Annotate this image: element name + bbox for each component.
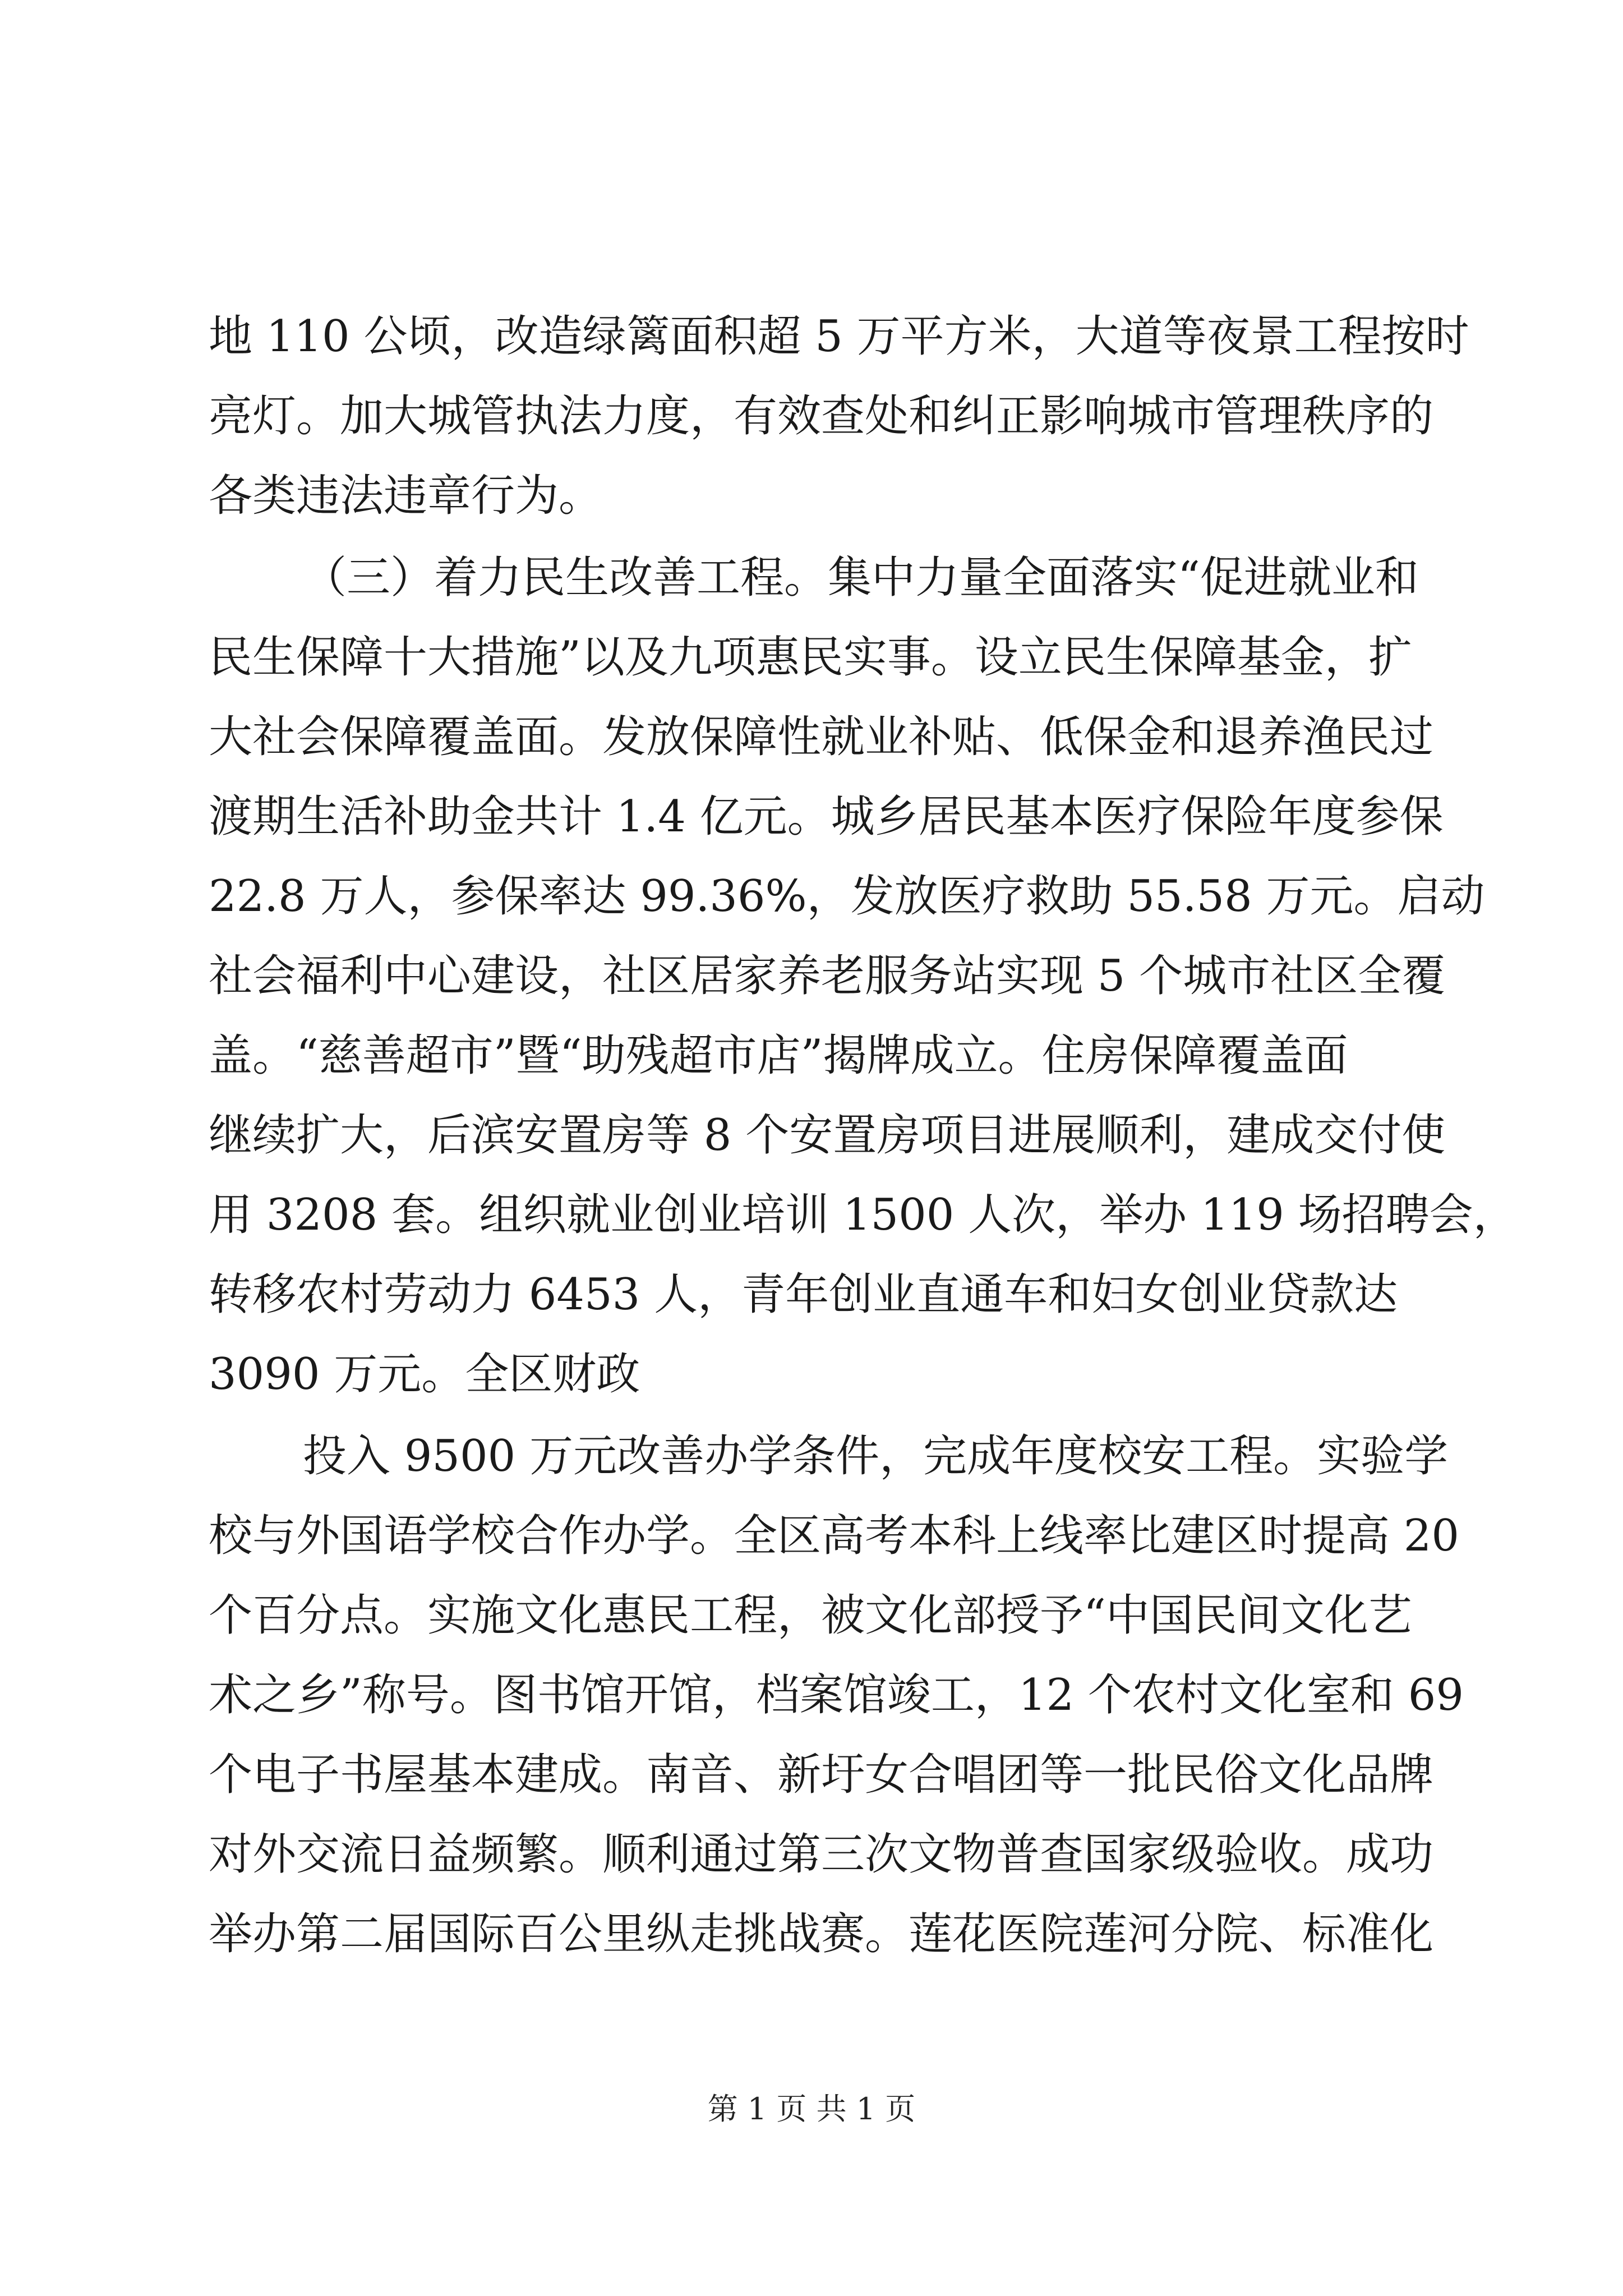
text-line: 3090 万元。全区财政 — [209, 1349, 640, 1400]
text-line: 社会福利中心建设，社区居家养老服务站实现 5 个城市社区全覆 — [209, 951, 1446, 1001]
text-line: 用 3208 套。组织就业创业培训 1500 人次，举办 119 场招聘会， — [209, 1190, 1517, 1240]
text-line: 校与外国语学校合作办学。全区高考本科上线率比建区时提高 20 — [209, 1511, 1460, 1561]
page-footer: 第 1 页 共 1 页 — [707, 2091, 916, 2127]
text-line: 继续扩大，后滨安置房等 8 个安置房项目进展顺利，建成交付使 — [209, 1110, 1446, 1161]
text-line: （三）着力民生改善工程。集中力量全面落实“促进就业和 — [303, 553, 1419, 603]
text-line: 举办第二届国际百公里纵走挑战赛。莲花医院莲河分院、标准化 — [209, 1909, 1434, 1959]
text-line: 各类违法违章行为。 — [209, 471, 603, 521]
text-line: 亮灯。加大城管执法力度，有效查处和纠正影响城市管理秩序的 — [209, 391, 1434, 441]
text-line: 渡期生活补助金共计 1.4 亿元。城乡居民基本医疗保险年度参保 — [209, 792, 1444, 842]
text-line: 民生保障十大措施”以及九项惠民实事。设立民生保障基金，扩 — [209, 632, 1412, 683]
text-line: 大社会保障覆盖面。发放保障性就业补贴、低保金和退养渔民过 — [209, 712, 1434, 762]
text-line: 地 110 公顷，改造绿篱面积超 5 万平方米，大道等夜景工程按时 — [209, 311, 1469, 362]
text-line: 22.8 万人，参保率达 99.36%，发放医疗救助 55.58 万元。启动 — [209, 871, 1485, 922]
text-line: 转移农村劳动力 6453 人，青年创业直通车和妇女创业贷款达 — [209, 1269, 1398, 1320]
text-line: 个电子书屋基本建成。南音、新圩女合唱团等一批民俗文化品牌 — [209, 1750, 1434, 1800]
text-line: 对外交流日益频繁。顺利通过第三次文物普查国家级验收。成功 — [209, 1829, 1434, 1880]
text-line: 术之乡”称号。图书馆开馆，档案馆竣工，12 个农村文化室和 69 — [209, 1670, 1464, 1720]
text-line: 投入 9500 万元改善办学条件，完成年度校安工程。实验学 — [303, 1431, 1449, 1481]
text-line: 个百分点。实施文化惠民工程，被文化部授予“中国民间文化艺 — [209, 1590, 1412, 1641]
text-line: 盖。“慈善超市”暨“助残超市店”揭牌成立。住房保障覆盖面 — [209, 1030, 1348, 1081]
